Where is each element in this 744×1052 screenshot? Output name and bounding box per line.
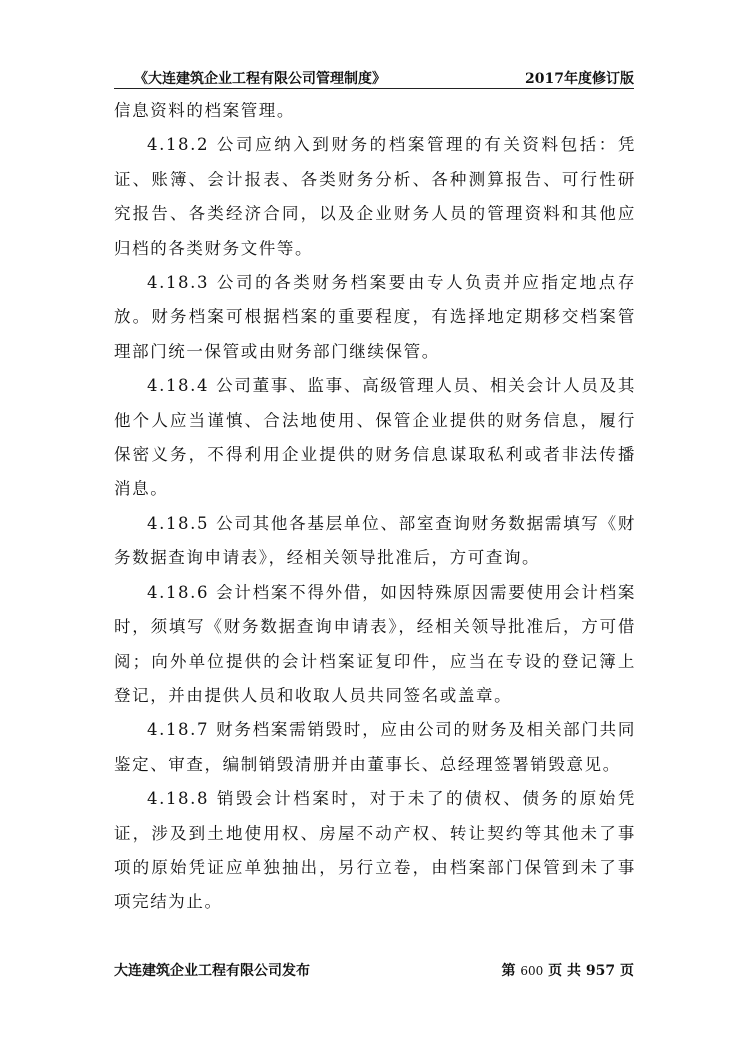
paragraph-continuation: 信息资料的档案管理。 <box>114 101 295 120</box>
document-body <box>114 94 636 920</box>
paragraph-4-18-5: 4.18.5 公司其他各基层单位、部室查询财务数据需填写《财务数据查询申请表》，经相关领导批准后，方可查询。 <box>114 513 636 568</box>
page-total: 957 <box>585 963 616 979</box>
page-header <box>114 66 634 89</box>
page-current: 600 <box>520 964 544 978</box>
paragraph-4-18-3: 4.18.3 公司的各类财务档案要由专人负责并应指定地点存放。财务档案可根据档案的重要程度，有选择地定期移交档案管理部门统一保管或由财务部门继续保管。 <box>114 273 636 361</box>
paragraph-4-18-4: 4.18.4 公司董事、监事、高级管理人员、相关会计人员及其他个人应当谨慎、合法地使用、保管企业提供的财务信息，履行保密义务，不得利用企业提供的财务信息谋取私利或者非法传播消息。 <box>114 376 636 499</box>
paragraph-4-18-6: 4.18.6 会计档案不得外借，如因特殊原因需要使用会计档案时，须填写《财务数据查询申请表》，经相关领导批准后，方可借阅；向外单位提供的会计档案证复印件，应当在专设的登记簿上登记，并由提供人员和收取人员共同签名或盖章。 <box>114 582 636 705</box>
page-suffix: 页 <box>620 963 634 979</box>
paragraph-4-18-2: 4.18.2 公司应纳入到财务的档案管理的有关资料包括：凭证、账簿、会计报表、各类财务分析、各种测算报告、可行性研究报告、各类经济合同，以及企业财务人员的管理资料和其他应归档的各类财务文件等。 <box>114 135 636 258</box>
page-prefix: 第 <box>501 963 516 979</box>
paragraph-4-18-7: 4.18.7 财务档案需销毁时，应由公司的财务及相关部门共同鉴定、审查，编制销毁清册并由董事长、总经理签署销毁意见。 <box>114 720 636 774</box>
header-document-title: 《大连建筑企业工程有限公司管理制度》 <box>134 71 386 87</box>
footer-page-info <box>501 960 634 980</box>
paragraph-4-18-8: 4.18.8 销毁会计档案时，对于未了的债权、债务的原始凭证，涉及到土地使用权、房屋不动产权、转让契约等其他未了事项的原始凭证应单独抽出，另行立卷，由档案部门保管到未了事项完结为止。 <box>114 789 636 912</box>
footer-publisher: 大连建筑企业工程有限公司发布 <box>114 963 310 979</box>
page-footer <box>114 960 634 982</box>
page-middle: 页 共 <box>548 963 582 979</box>
header-edition: 2017年度修订版 <box>525 71 634 87</box>
